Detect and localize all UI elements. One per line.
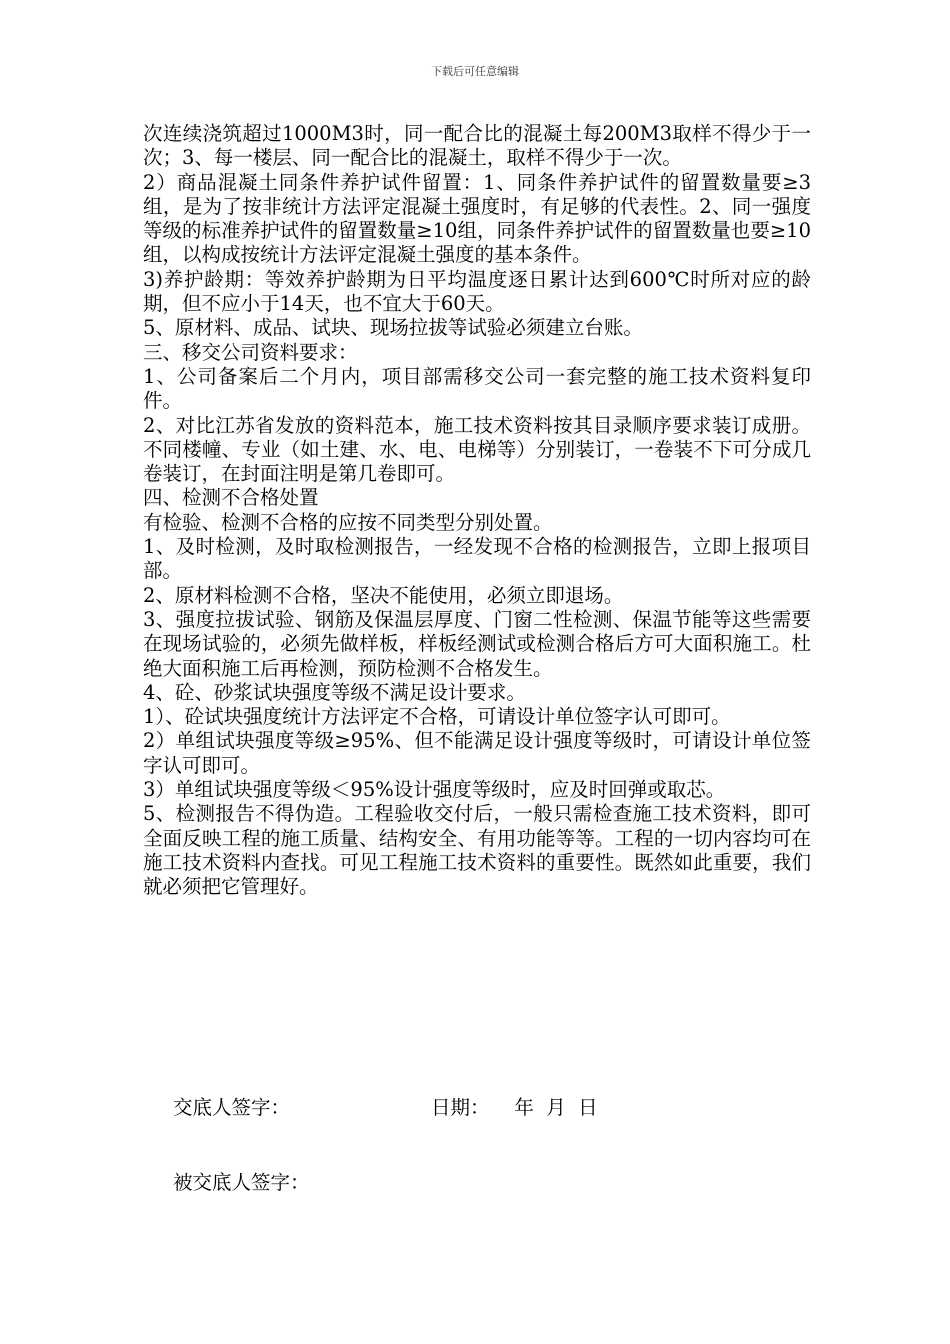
document-body xyxy=(143,122,811,900)
paragraph: 3)养护龄期：等效养护龄期为日平均温度逐日累计达到600℃时所对应的龄期，但不应小于14天，也不宜大于60天。 xyxy=(143,267,811,316)
date-block xyxy=(431,1096,598,1120)
receiver-signature-label: 被交底人签字： xyxy=(173,1171,310,1194)
paragraph: 次连续浇筑超过1000M3时，同一配合比的混凝土每200M3取样不得少于一次；3、每一楼层、同一配合比的混凝土，取样不得少于一次。 xyxy=(143,122,811,170)
paragraph: 2、原材料检测不合格，坚决不能使用，必须立即退场。 xyxy=(143,583,624,607)
paragraph: 有检验、检测不合格的应按不同类型分别处置。 xyxy=(143,510,553,534)
section-heading: 三、移交公司资料要求： xyxy=(143,340,358,364)
paragraph: 2、对比江苏省发放的资料范本，施工技术资料按其目录顺序要求装订成册。不同楼幢、专业（如土建、水、电、电梯等）分别装订，一卷装不下可分成几卷装订，在封面注明是第几卷即可。 xyxy=(143,413,811,486)
page-header-note: 下载后可任意编辑 xyxy=(431,65,519,78)
paragraph: 1、及时检测，及时取检测报告，一经发现不合格的检测报告，立即上报项目部。 xyxy=(143,535,811,583)
paragraph: 5、原材料、成品、试块、现场拉拔等试验必须建立台账。 xyxy=(143,316,643,340)
paragraph: 3、强度拉拔试验、钢筋及保温层厚度、门窗二性检测、保温节能等这些需要在现场试验的，必须先做样板，样板经测试或检测合格后方可大面积施工。杜绝大面积施工后再检测，预防检测不合格发生。 xyxy=(143,607,811,680)
paragraph: 5、检测报告不得伪造。工程验收交付后，一般只需检查施工技术资料，即可全面反映工程的施工质量、结构安全、有用功能等等。工程的一切内容均可在施工技术资料内查找。可见工程施工技术资料的重要性。既然如此重要，我们就必须把它管理好。 xyxy=(143,802,811,899)
paragraph: 1）、砼试块强度统计方法评定不合格，可请设计单位签字认可即可。 xyxy=(143,705,731,729)
paragraph: 4、砼、砂浆试块强度等级不满足设计要求。 xyxy=(143,680,526,704)
paragraph: 2）商品混凝土同条件养护试件留置：1、同条件养护试件的留置数量要≥3组，是为了按非统计方法评定混凝土强度时，有足够的代表性。2、同一强度等级的标准养护试件的留置数量≥10组，同条件养护试件的留置数量也要≥10组，以构成按统计方法评定混凝土强度的基本条件。 xyxy=(143,170,811,267)
date-fields: 年 月 日 xyxy=(514,1096,598,1119)
section-heading: 四、检测不合格处置 xyxy=(143,486,319,510)
paragraph: 3）单组试块强度等级＜95%设计强度等级时，应及时回弹或取芯。 xyxy=(143,778,726,802)
date-label: 日期： xyxy=(431,1096,490,1119)
paragraph: 1、公司备案后二个月内，项目部需移交公司一套完整的施工技术资料复印件。 xyxy=(143,364,811,413)
paragraph: 2）单组试块强度等级≥95%、但不能满足设计强度等级时，可请设计单位签字认可即可。 xyxy=(143,729,811,777)
presenter-signature-label: 交底人签字： xyxy=(173,1096,291,1119)
